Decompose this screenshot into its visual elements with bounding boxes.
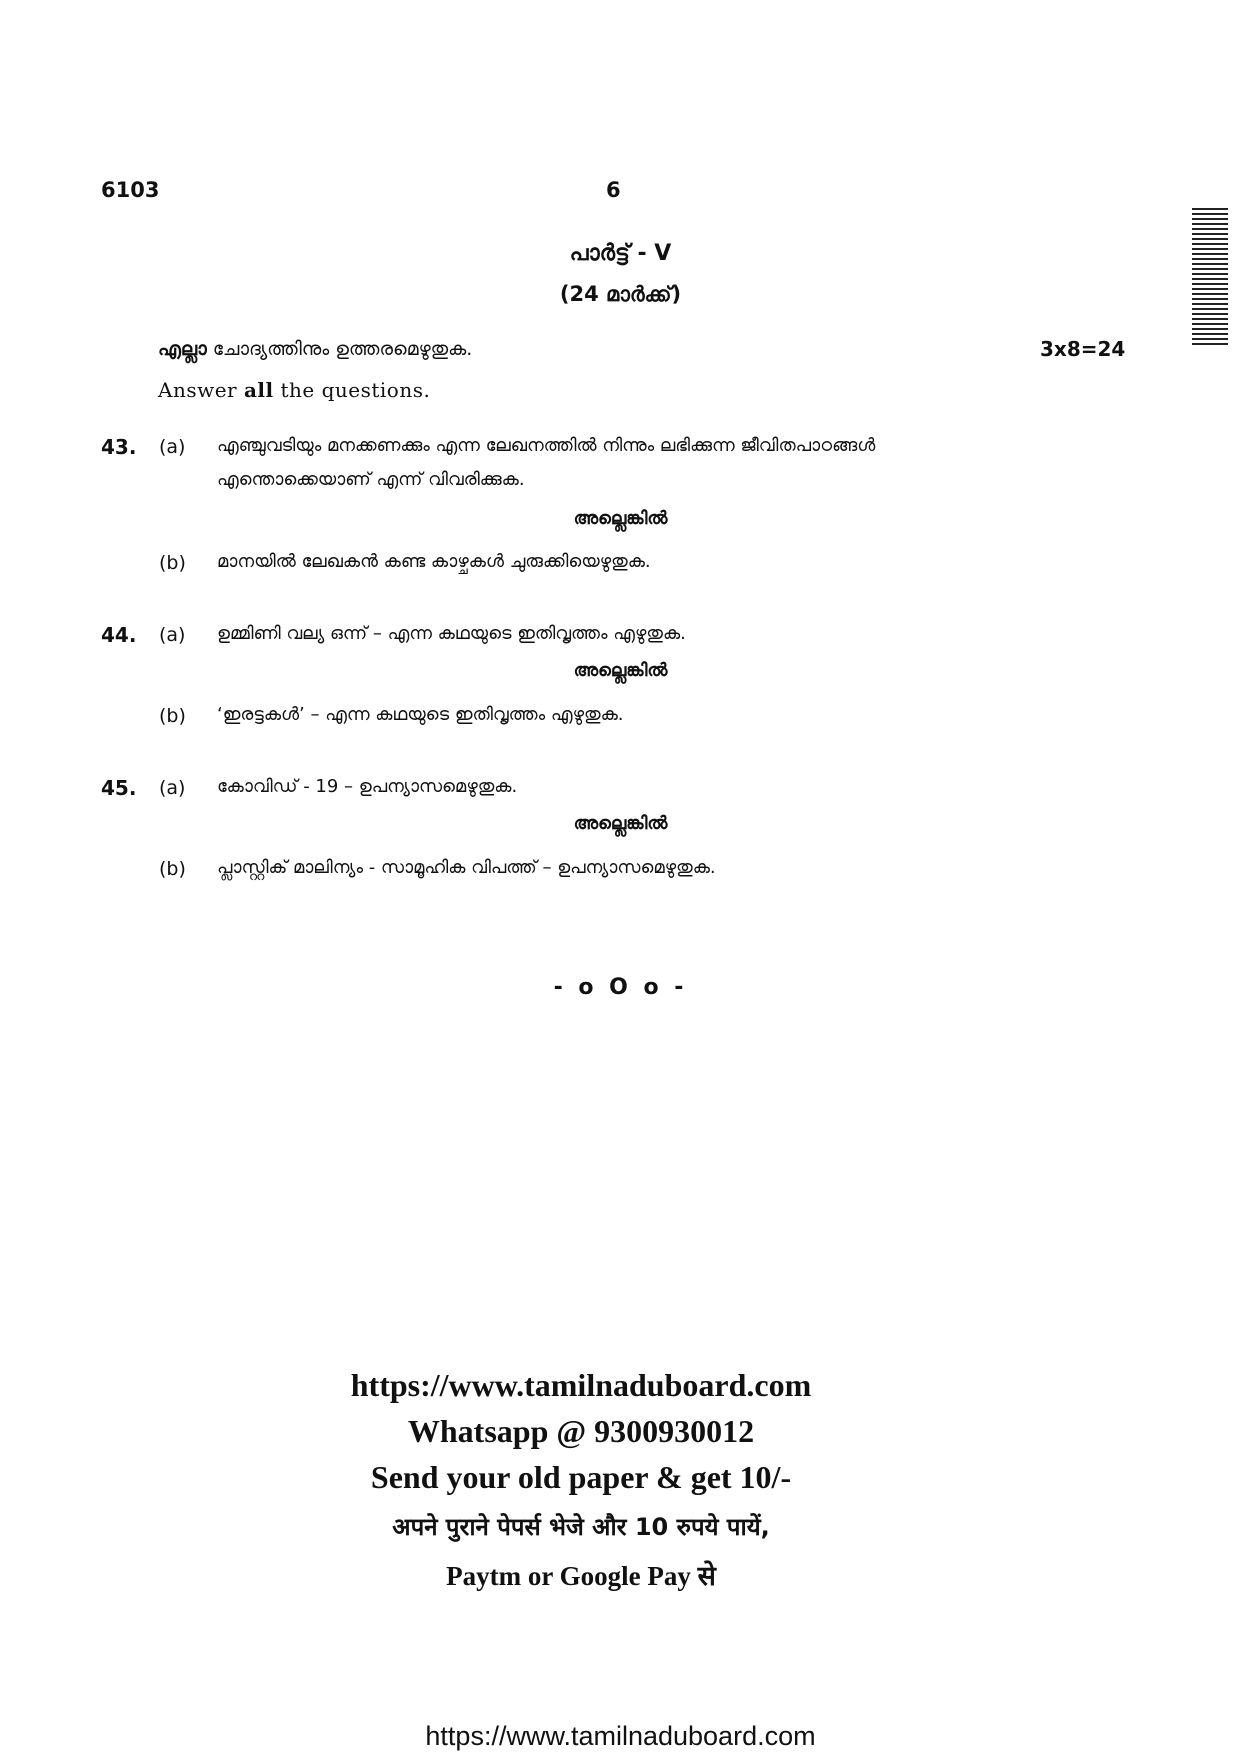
- option-label: (b): [159, 858, 186, 880]
- promo-hindi: अपने पुराने पेपर्स भेजे और 10 रुपये पायें,: [392, 1513, 770, 1541]
- part-marks: (24 മാർക്ക്): [559, 282, 682, 306]
- question-text: കോവിഡ് - 19 – ഉപന്യാസമെഴുതുക.: [217, 776, 518, 797]
- instruction-malayalam: എല്ലാ ചോദ്യത്തിനും ഉത്തരമെഴുതുക.: [158, 338, 473, 360]
- question-number: 43.: [101, 435, 137, 459]
- barcode: [1192, 208, 1228, 350]
- or-label: അല്ലെങ്കിൽ: [573, 813, 668, 834]
- page-number: 6: [606, 178, 621, 202]
- question-text: ‘ഇരട്ടകൾ’ – എന്ന കഥയുടെ ഇതിവൃത്തം എഴുതുക.: [217, 704, 624, 725]
- question-text: പ്ലാസ്റ്റിക് മാലിന്യം - സാമൂഹിക വിപത്ത് – ഉപന്യാസമെഴുതുക.: [217, 857, 716, 878]
- or-label: അല്ലെങ്കിൽ: [573, 508, 668, 529]
- paper-code: 6103: [101, 178, 160, 202]
- option-label: (b): [159, 552, 186, 574]
- promo-payment: Paytm or Google Pay से: [446, 1561, 716, 1591]
- question-text: മാനയിൽ ലേഖകൻ കണ്ട കാഴ്ചകൾ ചുരുക്കിയെഴുതുക.: [217, 551, 651, 572]
- footer-url[interactable]: https://www.tamilnaduboard.com: [425, 1721, 816, 1751]
- promo-whatsapp: Whatsapp @ 9300930012: [407, 1413, 755, 1449]
- instruction-english: Answer all the questions.: [158, 378, 431, 402]
- option-label: (a): [159, 624, 186, 646]
- promo-url[interactable]: https://www.tamilnaduboard.com: [350, 1367, 812, 1403]
- option-label: (a): [159, 436, 186, 458]
- question-number: 45.: [101, 776, 137, 800]
- promo-offer: Send your old paper & get 10/-: [370, 1459, 792, 1495]
- part-title: പാർട്ട് - V: [569, 241, 672, 266]
- or-label: അല്ലെങ്കിൽ: [573, 660, 668, 681]
- end-mark: - o O o -: [553, 975, 688, 1000]
- option-label: (b): [159, 705, 186, 727]
- question-text: ഉമ്മിണി വല്യ ഒന്ന് – എന്ന കഥയുടെ ഇതിവൃത്തം എഴുതുക.: [217, 623, 686, 644]
- question-number: 44.: [101, 623, 137, 647]
- mark-scheme: 3x8=24: [1040, 337, 1126, 361]
- option-label: (a): [159, 777, 186, 799]
- question-text: എഞ്ചുവടിയും മനക്കണക്കും എന്ന ലേഖനത്തിൽ നിന്നും ലഭിക്കുന്ന ജീവിതപാഠങ്ങൾ എന്തൊക്കെയാണ് എന്ന് വിവരിക്കുക.: [217, 435, 876, 490]
